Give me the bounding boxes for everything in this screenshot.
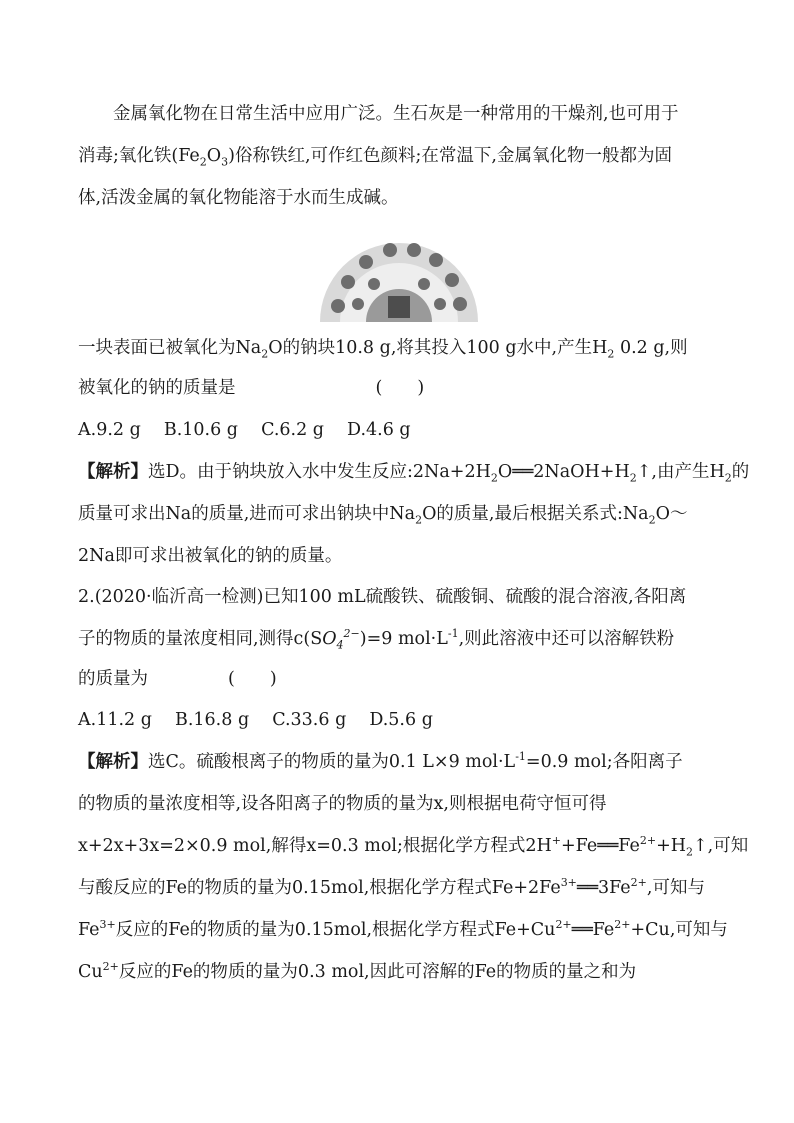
subscript: 2 — [199, 155, 207, 169]
q2-analysis-text: ══3Fe — [576, 878, 631, 898]
intro-line-2 — [78, 144, 672, 168]
superscript: -1 — [447, 627, 459, 641]
q1-text: 0.2 g,则 — [614, 338, 688, 358]
semicircle-infographic-image — [318, 236, 480, 324]
q2-analysis-text: 与酸反应的Fe的物质的量为0.15mol,根据化学方程式Fe+2Fe — [78, 878, 561, 898]
subscript: 3 — [221, 155, 229, 169]
intro-line-1: 金属氧化物在日常生活中应用广泛。生石灰是一种常用的干燥剂,也可用于 — [113, 104, 679, 124]
superscript: 3+ — [560, 876, 577, 890]
q1-analysis-line-2 — [78, 502, 687, 526]
q2-text: ,则此溶液中还可以溶解铁粉 — [458, 629, 675, 649]
intro-line-3: 体,活泼金属的氧化物能溶于水而生成碱。 — [78, 188, 399, 208]
q2-line-2 — [78, 627, 674, 651]
answer-blank: ( ) — [375, 378, 425, 398]
q1-analysis-line-3: 2Na即可求出被氧化的钠的质量。 — [78, 546, 343, 566]
q2-stem-end: 的质量为 — [78, 669, 148, 689]
q2-text: 子的物质的量浓度相同,测得c(S — [78, 629, 323, 649]
superscript: 2+ — [630, 876, 647, 890]
q2-analysis-line-2: 的物质的量浓度相等,设各阳离子的物质的量为x,则根据电荷守恒可得 — [78, 794, 607, 814]
q2-analysis-text: ══Fe — [571, 920, 615, 940]
q1-analysis-text: 质量可求出Na的质量,进而可求出钠块中Na — [78, 504, 416, 524]
q2-analysis-line-6 — [78, 960, 636, 984]
q1-analysis-text: O的质量,最后根据关系式:Na — [422, 504, 649, 524]
q2-analysis-text: x+2x+3x=2×0.9 mol,解得x=0.3 mol;根据化学方程式2H — [78, 836, 552, 856]
q2-analysis-text: 选C。硫酸根离子的物质的量为0.1 L×9 mol·L — [148, 752, 516, 772]
q2-analysis-text: Cu — [78, 962, 103, 982]
subscript: 2 — [629, 471, 637, 485]
subscript: 2 — [607, 347, 615, 361]
q2-analysis-text: 反应的Fe的物质的量为0.3 mol,因此可溶解的Fe的物质的量之和为 — [118, 962, 637, 982]
intro-text: )俗称铁红,可作红色颜料;在常温下,金属氧化物一般都为固 — [228, 146, 672, 166]
superscript: 2− — [343, 627, 360, 641]
q2-line-1: 2.(2020·临沂高一检测)已知100 mL硫酸铁、硫酸铜、硫酸的混合溶液,各阳离 — [78, 587, 687, 607]
analysis-tag: 【解析】 — [78, 462, 148, 482]
subscript: 2 — [415, 513, 423, 527]
q2-analysis-text: +Fe══Fe — [561, 836, 640, 856]
q1-analysis-text: 选D。由于钠块放入水中发生反应:2Na+2H — [148, 462, 491, 482]
q2-analysis-text: Fe — [78, 920, 100, 940]
q2-analysis-line-5 — [78, 918, 728, 942]
q2-analysis-line-1 — [78, 750, 683, 774]
subscript: 2 — [724, 471, 732, 485]
subscript: 2 — [261, 347, 269, 361]
q1-line-2 — [78, 376, 424, 400]
q2-analysis-text: +Cu,可知与 — [630, 920, 728, 940]
superscript: 2+ — [614, 918, 631, 932]
subscript: 2 — [686, 845, 693, 859]
superscript: 3+ — [99, 918, 116, 932]
q2-analysis-text: 反应的Fe的物质的量为0.15mol,根据化学方程式Fe+Cu — [115, 920, 556, 940]
superscript: -1 — [515, 750, 526, 764]
q1-text: O的钠块10.8 g,将其投入100 g水中,产生H — [268, 338, 608, 358]
q2-analysis-text: =0.9 mol;各阳离子 — [525, 752, 683, 772]
q1-analysis-text: ↑,由产生H — [636, 462, 725, 482]
q2-analysis-text: +H — [656, 836, 686, 856]
ion-letter: O — [322, 629, 337, 649]
q2-analysis-text: ↑,可知 — [693, 836, 749, 856]
q1-text: 一块表面已被氧化为Na — [78, 338, 262, 358]
q2-analysis-line-3 — [78, 834, 748, 858]
superscript: 2+ — [555, 918, 572, 932]
q2-options: A.11.2 g B.16.8 g C.33.6 g D.5.6 g — [78, 710, 433, 730]
intro-text: 消毒;氧化铁(Fe — [78, 146, 200, 166]
q1-analysis-text: O══2NaOH+H — [497, 462, 630, 482]
q2-text: )=9 mol·L — [359, 629, 448, 649]
superscript: + — [551, 834, 562, 848]
superscript: 2+ — [102, 960, 119, 974]
superscript: 2+ — [639, 834, 657, 848]
q1-stem-end: 被氧化的钠的质量是 — [78, 378, 236, 398]
subscript: 2 — [648, 513, 656, 527]
q2-analysis-text: ,可知与 — [646, 878, 705, 898]
q1-analysis-text: 的 — [731, 462, 750, 482]
sulfate-ion — [322, 627, 360, 651]
q2-line-3 — [78, 667, 277, 691]
intro-text: O — [206, 146, 222, 166]
answer-blank: ( ) — [228, 669, 277, 689]
q2-analysis-line-4 — [78, 876, 705, 900]
q1-options: A.9.2 g B.10.6 g C.6.2 g D.4.6 g — [78, 420, 411, 440]
q1-analysis-text: O～ — [655, 504, 688, 524]
subscript: 4 — [336, 638, 344, 652]
analysis-tag: 【解析】 — [78, 752, 148, 772]
subscript: 2 — [490, 471, 498, 485]
q1-analysis-line-1 — [78, 460, 749, 484]
q1-line-1 — [78, 336, 688, 360]
